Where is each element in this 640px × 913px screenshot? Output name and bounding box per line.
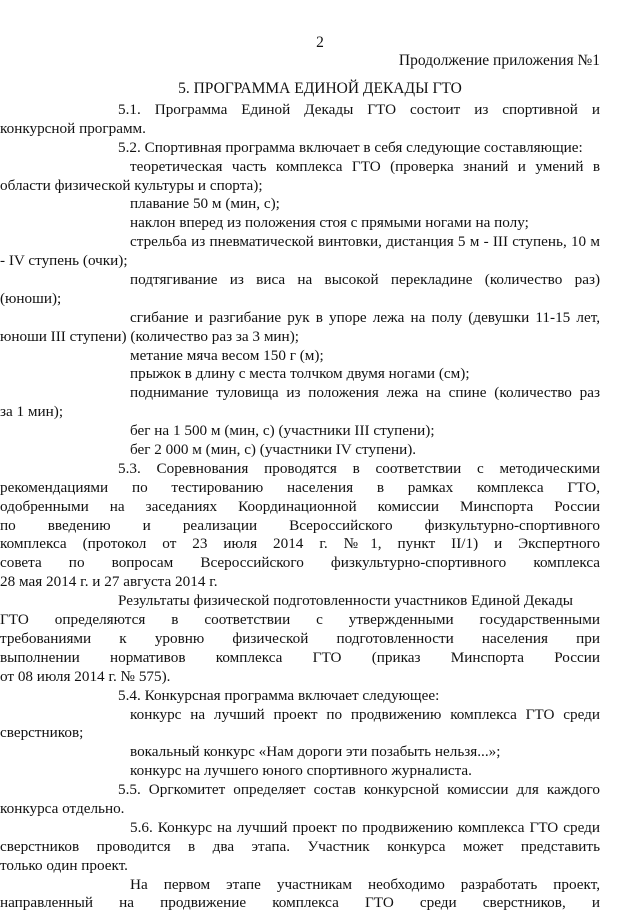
text-line: 5.3. Соревнования проводятся в соответствии с методическими [118, 459, 600, 477]
text-line: вокальный конкурс «Нам дороги эти позабыть нельзя...»; [130, 743, 501, 761]
text-line: за 1 мин); [0, 403, 64, 421]
text-line: - IV ступень (очки); [0, 252, 128, 270]
text-line: теоретическая часть комплекса ГТО (проверка знаний и умений в [130, 157, 600, 175]
text-line: ГТО определяются в соответствии с утвержденными государственными [0, 611, 600, 629]
appendix-note: Продолжение приложения №1 [398, 52, 600, 69]
text-line: 28 мая 2014 г. и 27 августа 2014 г. [0, 573, 218, 591]
text-line: 5.2. Спортивная программа включает в себя следующие составляющие: [118, 138, 583, 156]
text-line: комплекса (протокол от 23 июля 2014 г. №1, пункт II/1) и Экспертного [0, 535, 600, 553]
text-line: метание мяча весом 150 г (м); [130, 346, 324, 364]
text-line: бег на 1 500 м (мин, с) (участники III ступени); [130, 422, 435, 440]
text-line: наклон вперед из положения стоя с прямыми ногами на полу; [130, 214, 529, 232]
text-line: (юноши); [0, 289, 62, 307]
text-line: требованиями к уровню физической подготовленности населения при [0, 629, 600, 647]
text-line: конкурсной программ. [0, 119, 146, 137]
text-line: юноши III ступени) (количество раз за 3 мин); [0, 327, 299, 345]
text-line: сверстников; [0, 724, 84, 742]
text-line: подтягивание из виса на высокой перекладине (количество раз) [130, 271, 600, 289]
text-line: сверстников проводится в два этапа. Участник конкурса может представить [0, 837, 600, 855]
section-title: 5. ПРОГРАММА ЕДИНОЙ ДЕКАДЫ ГТО [178, 80, 462, 97]
text-line: 5.1. Программа Единой Декады ГТО состоит из спортивной и [118, 101, 600, 118]
text-line: совета по вопросам Всероссийского физкультурно-спортивного комплекса [0, 554, 600, 572]
text-line: На первом этапе участникам необходимо разработать проект, [130, 875, 600, 893]
text-line: конкурс на лучший проект по продвижению комплекса ГТО среди [130, 705, 600, 723]
page-number: 2 [316, 34, 324, 51]
text-line: Результаты физической подготовленности участников Единой Декады [118, 592, 573, 610]
text-line: по введению и реализации Всероссийского физкультурно-спортивного [0, 516, 600, 534]
text-line: бег 2 000 м (мин, с) (участники IV ступени). [130, 441, 417, 459]
text-line: 5.5. Оргкомитет определяет состав конкурсной комиссии для каждого [118, 781, 600, 799]
text-line: прыжок в длину с места толчком двумя ногами (см); [130, 365, 470, 383]
text-line: сгибание и разгибание рук в упоре лежа на полу (девушки 11-15 лет, [130, 308, 600, 326]
text-line: стрельба из пневматической винтовки, дистанция 5 м - III ступень, 10 м [130, 233, 600, 251]
text-line: от 08 июля 2014 г. № 575). [0, 667, 171, 685]
document-body [0, 101, 600, 913]
text-line: направленный на продвижение комплекса ГТО среди сверстников, и [0, 894, 600, 912]
text-line: 5.6. Конкурс на лучший проект по продвижению комплекса ГТО среди [130, 818, 600, 836]
text-line: одобренными на заседаниях Координационной комиссии Минспорта России [0, 497, 600, 515]
text-line: плавание 50 м (мин, с); [130, 195, 280, 213]
text-line: поднимание туловища из положения лежа на спине (количество раз [130, 384, 600, 402]
text-line: конкурса отдельно. [0, 799, 125, 817]
text-line: области физической культуры и спорта); [0, 176, 263, 194]
text-line: конкурс на лучшего юного спортивного журналиста. [130, 762, 472, 780]
text-line: рекомендациями по тестированию населения в рамках комплекса ГТО, [0, 478, 600, 496]
text-line: 5.4. Конкурсная программа включает следующее: [118, 686, 440, 704]
text-line: только один проект. [0, 856, 128, 874]
text-line: выполнении нормативов комплекса ГТО (приказ Минспорта России [0, 648, 600, 666]
